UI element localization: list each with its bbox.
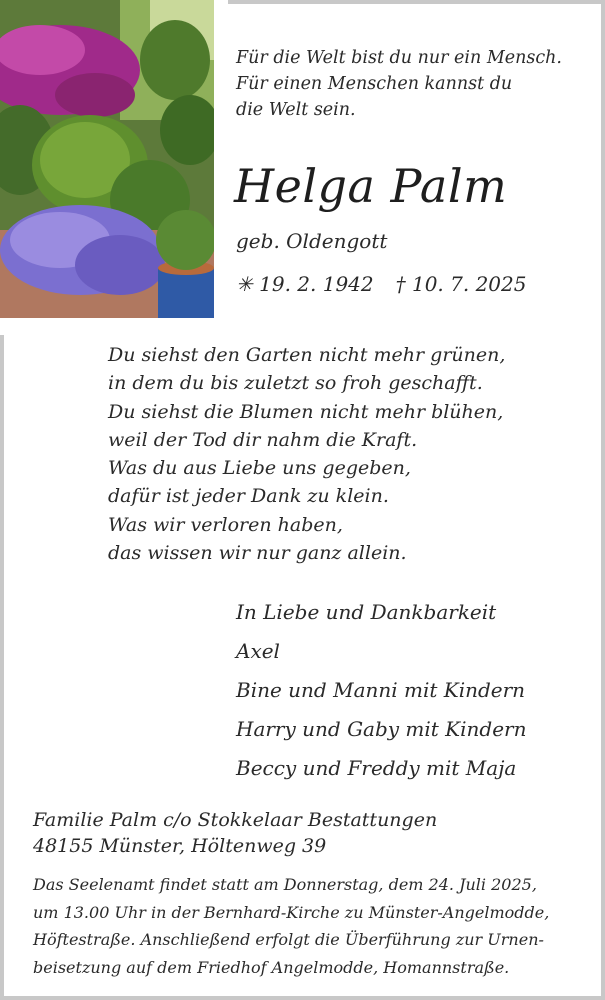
quote-line: Für einen Menschen kannst du	[236, 74, 513, 94]
mourners-list	[236, 593, 526, 788]
frame-top-rule	[228, 0, 605, 4]
poem-line: dafür ist jeder Dank zu klein.	[108, 485, 389, 508]
garden-photo	[0, 0, 214, 318]
notice-line: beisetzung auf dem Friedhof Angelmodde, Homannstraße.	[33, 957, 510, 977]
birth-date: ✳ 19. 2. 1942	[236, 272, 374, 296]
poem-line: Was wir verloren haben,	[108, 513, 343, 536]
contact-address	[33, 807, 437, 859]
notice-line: um 13.00 Uhr in der Bernhard-Kirche zu Münster-Angelmodde,	[33, 902, 550, 922]
poem	[108, 341, 505, 567]
opening-quote	[236, 45, 562, 123]
frame-left-rule	[0, 335, 4, 1000]
poem-line: in dem du bis zuletzt so froh geschafft.	[108, 372, 483, 395]
death-date: † 10. 7. 2025	[395, 272, 527, 296]
mourner: Beccy und Freddy mit Maja	[236, 756, 517, 780]
service-notice	[33, 871, 578, 981]
mourner: Axel	[236, 639, 280, 663]
quote-line: Für die Welt bist du nur ein Mensch.	[236, 48, 562, 68]
poem-line: das wissen wir nur ganz allein.	[108, 542, 407, 565]
poem-line: Du siehst die Blumen nicht mehr blühen,	[108, 400, 504, 423]
poem-line: Was du aus Liebe uns gegeben,	[108, 457, 411, 480]
address-line: Familie Palm c/o Stokkelaar Bestattungen	[33, 809, 438, 831]
mourner: Bine und Manni mit Kindern	[236, 678, 526, 702]
notice-line: Höftestraße. Anschließend erfolgt die Überführung zur Urnen-	[33, 930, 544, 949]
maiden-name: geb. Oldengott	[236, 229, 388, 253]
life-dates	[236, 270, 548, 298]
notice-line: Das Seelenamt findet statt am Donnerstag, dem 24. Juli 2025,	[33, 875, 537, 894]
poem-line: Du siehst den Garten nicht mehr grünen,	[108, 344, 506, 366]
poem-line: weil der Tod dir nahm die Kraft.	[108, 428, 418, 451]
address-line: 48155 Münster, Höltenweg 39	[33, 835, 327, 857]
deceased-name: Helga Palm	[234, 159, 508, 213]
mourner: Harry und Gaby mit Kindern	[236, 717, 527, 741]
signoff-line: In Liebe und Dankbarkeit	[236, 600, 497, 624]
quote-line: die Welt sein.	[236, 100, 356, 120]
